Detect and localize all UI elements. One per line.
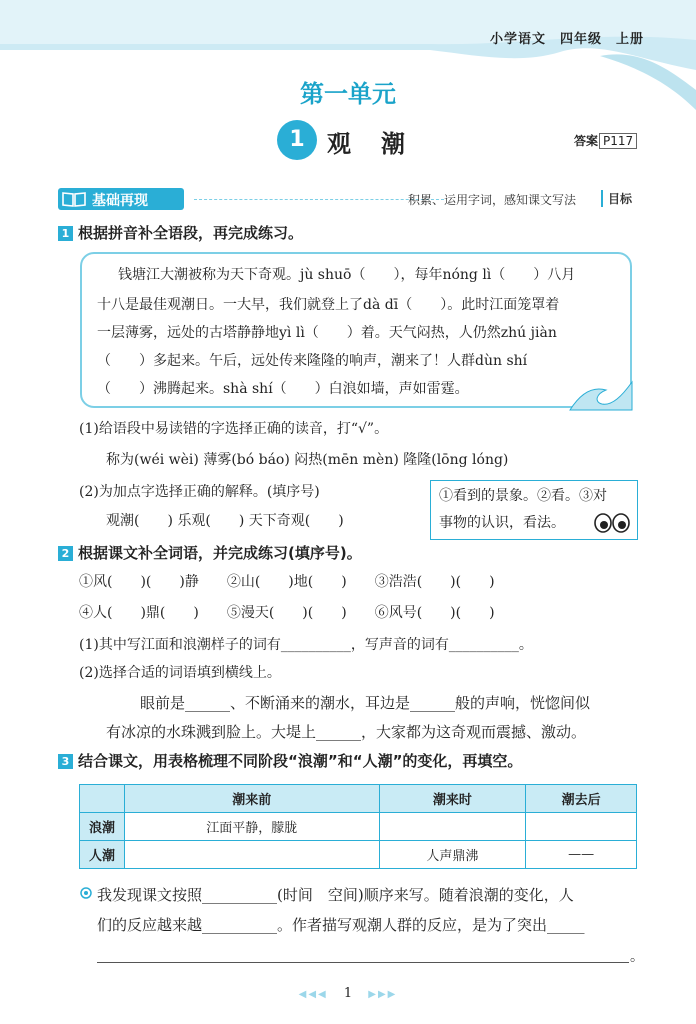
question-number: 3: [58, 754, 73, 769]
answer-line[interactable]: [97, 962, 629, 963]
table-cell[interactable]: ——: [526, 841, 637, 869]
word-blanks-row: ①风( )( )静 ②山( )地( ) ③浩浩( )( ): [79, 574, 495, 590]
lesson-title: 观潮: [327, 130, 435, 158]
question-number: 1: [58, 226, 73, 241]
change-table: [79, 784, 637, 869]
pointer-dot-icon: [79, 886, 93, 900]
passage-line: （ ）多起来。午后，远处传来隆隆的响声，潮来了！人群dùn shí: [97, 353, 528, 369]
left-arrows-icon: ◀◀◀: [298, 989, 328, 1000]
definition-tip-box: [430, 480, 638, 540]
sub-question-text: (1)其中写江面和浪潮样子的词有__________，写声音的词有__________。: [79, 637, 533, 653]
passage-line: 十八是最佳观潮日。一大早，我们就登上了dà dī（ ）。此时江面笼罩着: [97, 297, 560, 313]
table-row-header: 浪潮: [80, 813, 125, 841]
table-column-header: 潮去后: [526, 785, 637, 813]
grade-label: 四年级: [559, 32, 602, 47]
section-divider: [194, 199, 444, 200]
sub-question-text: (2)选择合适的词语填到横线上。: [79, 665, 281, 681]
sub-question-text: (2)为加点字选择正确的解释。(填序号): [79, 484, 320, 500]
table-cell[interactable]: [526, 813, 637, 841]
page-number: 1: [343, 986, 353, 1001]
table-row: [80, 841, 637, 869]
breadcrumb: [476, 28, 644, 47]
open-book-icon: [62, 191, 86, 207]
page-footer: [0, 986, 696, 1001]
sub-question-text: (1)给语段中易读错的字选择正确的读音，打“√”。: [79, 421, 389, 437]
table-cell[interactable]: 人声鼎沸: [379, 841, 526, 869]
answer-page: P117: [599, 133, 637, 149]
unit-title: 第一单元: [300, 80, 396, 108]
meaning-blanks: 观潮( ) 乐观( ) 天下奇观( ): [106, 513, 344, 529]
table-cell[interactable]: 江面平静，朦胧: [125, 813, 380, 841]
passage-line: 钱塘江大潮被称为天下奇观。jù shuō（ ），每年nóng lì（ ）八月: [118, 267, 576, 283]
fill-in-line: 有冰凉的水珠溅到脸上。大堤上______，大家都为这奇观而震撼、激动。: [106, 723, 587, 741]
lesson-number-badge: 1: [277, 120, 317, 160]
answer-reference: [574, 132, 637, 149]
table-column-header: 潮来时: [379, 785, 526, 813]
eyes-icon: [591, 511, 631, 533]
section-goal: 积累、运用字词，感知课文写法: [408, 193, 577, 207]
table-corner: [80, 785, 125, 813]
word-blanks-row: ④人( )鼎( ) ⑤漫天( )( ) ⑥风号( )( ): [79, 605, 495, 621]
table-column-header: 潮来前: [125, 785, 380, 813]
answer-label: 答案: [574, 134, 599, 148]
question-title: 根据课文补全词语，并完成练习(填序号)。: [78, 544, 362, 562]
question-title: 根据拼音补全语段，再完成练习。: [78, 224, 304, 242]
section-bar: [58, 188, 638, 210]
right-arrows-icon: ▶▶▶: [368, 989, 398, 1000]
table-cell[interactable]: [379, 813, 526, 841]
end-period: 。: [630, 949, 644, 965]
reading-options: 称为(wéi wèi) 薄雾(bó báo) 闷热(mēn mèn) 隆隆(lōng lóng): [106, 452, 509, 468]
section-label: 基础再现: [92, 193, 148, 209]
question-title: 结合课文，用表格梳理不同阶段“浪潮”和“人潮”的变化，再填空。: [78, 752, 523, 770]
summary-line: 我发现课文按照__________(时间 空间)顺序来写。随着浪潮的变化，人: [97, 886, 574, 904]
table-header-row: [80, 785, 637, 813]
summary-line: 们的反应越来越__________。作者描写观潮人群的反应，是为了突出_____: [97, 916, 585, 934]
goal-badge: 目标: [601, 190, 632, 207]
fill-in-line: 眼前是______、不断涌来的潮水，耳边是______般的声响，恍惚间似: [140, 694, 591, 712]
question-number: 2: [58, 546, 73, 561]
subject-label: 小学语文: [489, 32, 546, 47]
table-cell[interactable]: [125, 841, 380, 869]
tip-line: ①看到的景象。②看。③对: [439, 488, 607, 504]
volume-label: 上册: [615, 32, 644, 47]
wave-decoration-icon: [566, 372, 636, 412]
passage-line: （ ）沸腾起来。shà shí（ ）白浪如墙，声如雷霆。: [97, 381, 469, 397]
passage-line: 一层薄雾，远处的古塔静静地yì lì（ ）着。天气闷热，人仍然zhú jiàn: [97, 325, 557, 341]
tip-line: 事物的认识，看法。: [439, 515, 565, 531]
table-row: [80, 813, 637, 841]
table-row-header: 人潮: [80, 841, 125, 869]
section-tag: [58, 188, 184, 210]
